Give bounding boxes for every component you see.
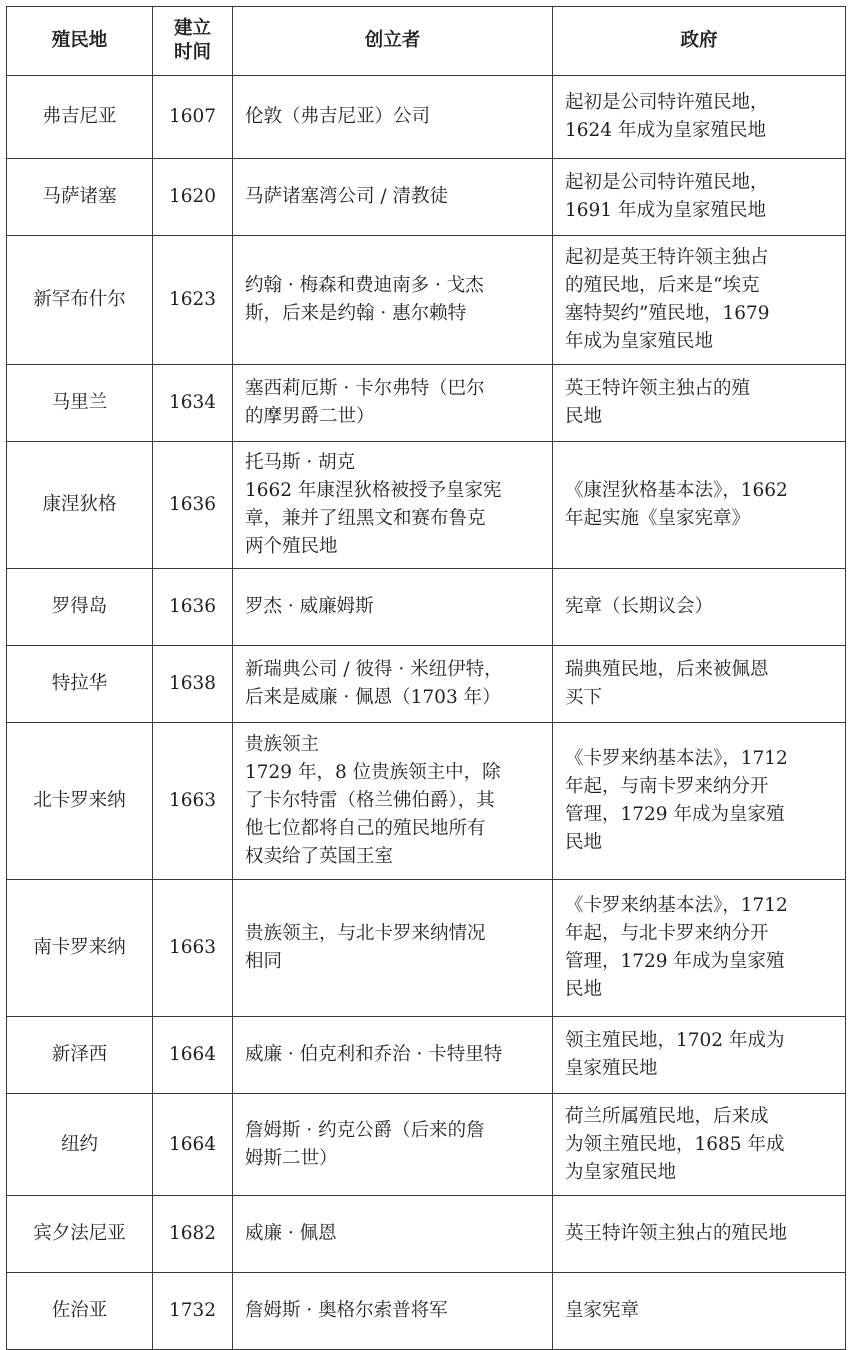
founder-cell: [233, 723, 553, 880]
government-line: 1624 年成为皇家殖民地: [565, 120, 766, 141]
government-line: 宪章（长期议会）: [565, 596, 714, 617]
government-cell: [553, 365, 846, 442]
founder-cell: [233, 569, 553, 646]
colony-cell: 马里兰: [7, 365, 153, 442]
year-cell: 1664: [153, 1017, 233, 1094]
year-cell: 1664: [153, 1094, 233, 1196]
table-row: [7, 159, 846, 236]
government-line: 《康涅狄格基本法》，1662: [565, 480, 788, 501]
colony-cell: 宾夕法尼亚: [7, 1196, 153, 1273]
header-row: [7, 7, 846, 76]
year-cell: 1620: [153, 159, 233, 236]
founder-line: 马萨诸塞湾公司 / 清教徒: [245, 186, 448, 207]
government-cell: [553, 1196, 846, 1273]
header-year-line1: 建立: [173, 18, 211, 39]
founder-line: 威廉 · 佩恩: [245, 1223, 337, 1244]
founder-cell: [233, 646, 553, 723]
table-row: [7, 76, 846, 159]
government-line: 管理，1729 年成为皇家殖: [565, 804, 785, 825]
header-year: [153, 7, 233, 76]
colony-cell: 弗吉尼亚: [7, 76, 153, 159]
founder-cell: [233, 1017, 553, 1094]
government-cell: [553, 646, 846, 723]
government-line: 年起，与南卡罗来纳分开: [565, 776, 769, 797]
founder-line: 詹姆斯 · 约克公爵（后来的詹: [245, 1119, 485, 1141]
government-line: 买下: [565, 687, 603, 708]
colony-cell: 罗得岛: [7, 569, 153, 646]
government-cell: [553, 1017, 846, 1094]
header-year-line2: 时间: [173, 42, 211, 63]
government-line: 英王特许领主独占的殖: [565, 378, 751, 399]
table-row: [7, 365, 846, 442]
colony-cell: 新泽西: [7, 1017, 153, 1094]
government-line: 管理，1729 年成为皇家殖: [565, 951, 785, 972]
government-cell: [553, 236, 846, 365]
colonies-table: [6, 6, 846, 1350]
founder-line: 他七位都将自己的殖民地所有: [245, 818, 486, 839]
founder-line: 后来是威廉 · 佩恩（1703 年）: [245, 687, 501, 708]
government-line: 塞特契约”殖民地，1679: [565, 303, 770, 324]
year-cell: 1636: [153, 569, 233, 646]
year-cell: 1663: [153, 880, 233, 1017]
founder-line: 威廉 · 伯克利和乔治 · 卡特里特: [245, 1044, 503, 1065]
founder-cell: [233, 880, 553, 1017]
government-line: 英王特许领主独占的殖民地: [565, 1223, 788, 1244]
government-line: 为皇家殖民地: [565, 1161, 677, 1183]
table-row: [7, 1196, 846, 1273]
government-line: 瑞典殖民地，后来被佩恩: [565, 659, 769, 680]
founder-line: 托马斯 · 胡克: [245, 452, 356, 473]
table-row: [7, 646, 846, 723]
year-cell: 1634: [153, 365, 233, 442]
colony-cell: 特拉华: [7, 646, 153, 723]
government-line: 年成为皇家殖民地: [565, 331, 714, 352]
government-line: 《卡罗来纳基本法》，1712: [565, 748, 788, 769]
government-line: 皇家殖民地: [565, 1058, 658, 1079]
government-cell: [553, 159, 846, 236]
founder-cell: [233, 236, 553, 365]
founder-cell: [233, 76, 553, 159]
founder-line: 贵族领主，与北卡罗来纳情况: [245, 923, 486, 944]
table-row: [7, 1017, 846, 1094]
founder-cell: [233, 159, 553, 236]
government-line: 为领主殖民地，1685 年成: [565, 1133, 785, 1155]
founder-cell: [233, 1094, 553, 1196]
founder-cell: [233, 1196, 553, 1273]
government-line: 领主殖民地，1702 年成为: [565, 1030, 785, 1051]
founder-line: 1729 年，8 位贵族领主中，除: [245, 762, 501, 783]
founder-line: 相同: [245, 951, 283, 972]
government-cell: [553, 76, 846, 159]
government-cell: [553, 723, 846, 880]
founder-line: 章，兼并了纽黑文和赛布鲁克: [245, 508, 486, 529]
founder-line: 了卡尔特雷（格兰佛伯爵），其: [245, 790, 495, 811]
founder-line: 权卖给了英国王室: [245, 846, 394, 867]
header-founder: 创立者: [233, 7, 553, 76]
government-line: 荷兰所属殖民地，后来成: [565, 1105, 769, 1127]
table-row: [7, 569, 846, 646]
government-line: 的殖民地，后来是“埃克: [565, 275, 760, 296]
government-line: 1691 年成为皇家殖民地: [565, 200, 766, 221]
government-cell: [553, 1273, 846, 1350]
founder-cell: [233, 365, 553, 442]
year-cell: 1623: [153, 236, 233, 365]
year-cell: 1638: [153, 646, 233, 723]
government-line: 民地: [565, 832, 603, 853]
government-line: 年起，与北卡罗来纳分开: [565, 923, 769, 944]
government-cell: [553, 1094, 846, 1196]
founder-line: 姆斯二世）: [245, 1147, 338, 1169]
government-cell: [553, 880, 846, 1017]
table-row: [7, 1273, 846, 1350]
founder-cell: [233, 442, 553, 569]
founder-line: 新瑞典公司 / 彼得 · 米纽伊特，: [245, 659, 503, 680]
founder-line: 斯，后来是约翰 · 惠尔赖特: [245, 303, 467, 324]
government-line: 皇家宪章: [565, 1300, 640, 1321]
founder-line: 约翰 · 梅森和费迪南多 · 戈杰: [245, 275, 484, 296]
table-row: [7, 723, 846, 880]
year-cell: 1663: [153, 723, 233, 880]
founder-line: 詹姆斯 · 奥格尔索普将军: [245, 1300, 448, 1321]
government-line: 起初是公司特许殖民地，: [565, 92, 769, 113]
table-row: [7, 442, 846, 569]
founder-line: 贵族领主: [245, 734, 320, 755]
founder-line: 塞西莉厄斯 · 卡尔弗特（巴尔: [245, 378, 485, 399]
government-line: 起初是英王特许领主独占: [565, 247, 769, 268]
colony-cell: 新罕布什尔: [7, 236, 153, 365]
founder-line: 两个殖民地: [245, 536, 338, 557]
colony-cell: 北卡罗来纳: [7, 723, 153, 880]
founder-line: 罗杰 · 威廉姆斯: [245, 596, 374, 617]
founder-line: 的摩男爵二世）: [245, 406, 375, 427]
founder-cell: [233, 1273, 553, 1350]
header-government: 政府: [553, 7, 846, 76]
government-cell: [553, 569, 846, 646]
colony-cell: 马萨诸塞: [7, 159, 153, 236]
government-line: 起初是公司特许殖民地，: [565, 172, 769, 193]
founder-line: 伦敦（弗吉尼亚）公司: [245, 106, 431, 127]
colony-cell: 纽约: [7, 1094, 153, 1196]
table-row: [7, 1094, 846, 1196]
government-line: 民地: [565, 406, 603, 427]
founder-line: 1662 年康涅狄格被授予皇家宪: [245, 480, 502, 501]
colony-cell: 南卡罗来纳: [7, 880, 153, 1017]
government-line: 民地: [565, 979, 603, 1000]
year-cell: 1732: [153, 1273, 233, 1350]
table-row: [7, 880, 846, 1017]
table-row: [7, 236, 846, 365]
government-cell: [553, 442, 846, 569]
header-colony: 殖民地: [7, 7, 153, 76]
year-cell: 1607: [153, 76, 233, 159]
year-cell: 1682: [153, 1196, 233, 1273]
colony-cell: 康涅狄格: [7, 442, 153, 569]
year-cell: 1636: [153, 442, 233, 569]
government-line: 《卡罗来纳基本法》，1712: [565, 895, 788, 916]
colony-cell: 佐治亚: [7, 1273, 153, 1350]
government-line: 年起实施《皇家宪章》: [565, 508, 751, 529]
